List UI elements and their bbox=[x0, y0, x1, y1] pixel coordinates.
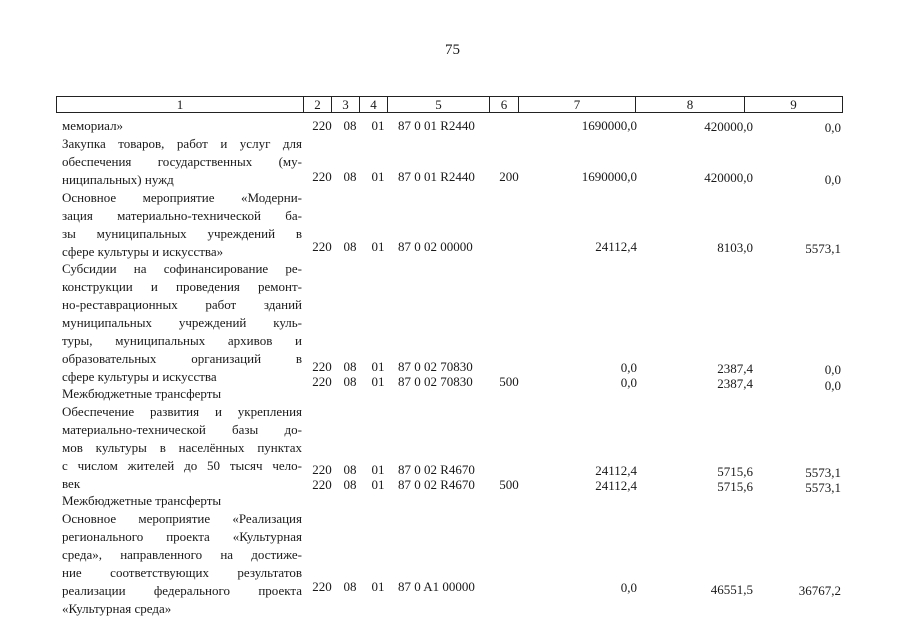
text-line: Межбюджетные трансферты bbox=[62, 386, 222, 401]
cell-col-7: 1690000,0 bbox=[581, 118, 637, 133]
cell-col-3: 08 bbox=[343, 579, 357, 594]
text-line: век bbox=[62, 476, 81, 491]
cell-col-2: 220 bbox=[312, 374, 332, 389]
cell-col-9: 5573,1 bbox=[805, 241, 841, 256]
header-col-6: 6 bbox=[490, 97, 519, 112]
cell-col-4: 01 bbox=[371, 239, 385, 254]
cell-col-3: 08 bbox=[343, 477, 357, 492]
cell-col-6: 500 bbox=[499, 374, 519, 389]
cell-col-9: 5573,1 bbox=[805, 480, 841, 495]
cell-col-4: 01 bbox=[371, 374, 385, 389]
cell-col-3: 08 bbox=[343, 374, 357, 389]
cell-col-9: 0,0 bbox=[824, 362, 841, 377]
text-line: муниципальных учреждений куль- bbox=[62, 315, 302, 330]
text-line: Закупка товаров, работ и услуг для bbox=[62, 136, 302, 151]
cell-col-8: 420000,0 bbox=[704, 119, 753, 134]
cell-col-5: 87 0 02 70830 bbox=[398, 359, 473, 374]
text-line: сфере культуры и искусства» bbox=[62, 244, 224, 259]
text-line: но-реставрационных работ зданий bbox=[62, 297, 302, 312]
cell-col-4: 01 bbox=[371, 169, 385, 184]
cell-col-7: 24112,4 bbox=[595, 478, 637, 493]
text-line: Основное мероприятие «Модерни- bbox=[62, 190, 302, 205]
cell-col-9: 0,0 bbox=[824, 172, 841, 187]
cell-col-7: 0,0 bbox=[620, 375, 637, 390]
text-line: с числом жителей до 50 тысяч чело- bbox=[62, 458, 302, 473]
text-line: Субсидии на софинансирование ре- bbox=[62, 261, 302, 276]
cell-col-8: 420000,0 bbox=[704, 170, 753, 185]
cell-col-9: 5573,1 bbox=[805, 465, 841, 480]
cell-col-3: 08 bbox=[343, 462, 357, 477]
cell-col-8: 2387,4 bbox=[717, 376, 753, 391]
cell-col-7: 1690000,0 bbox=[581, 169, 637, 184]
cell-col-4: 01 bbox=[371, 118, 385, 133]
cell-col-4: 01 bbox=[371, 462, 385, 477]
cell-col-4: 01 bbox=[371, 579, 385, 594]
cell-col-6: 500 bbox=[499, 477, 519, 492]
cell-col-2: 220 bbox=[312, 239, 332, 254]
page-number: 75 bbox=[445, 42, 460, 58]
cell-col-7: 0,0 bbox=[620, 360, 637, 375]
cell-col-3: 08 bbox=[343, 169, 357, 184]
cell-col-8: 5715,6 bbox=[717, 479, 753, 494]
cell-col-5: 87 0 02 R4670 bbox=[398, 477, 475, 492]
cell-col-5: 87 0 A1 00000 bbox=[398, 579, 475, 594]
cell-col-9: 0,0 bbox=[824, 378, 841, 393]
cell-col-3: 08 bbox=[343, 359, 357, 374]
cell-col-2: 220 bbox=[312, 477, 332, 492]
cell-col-5: 87 0 02 70830 bbox=[398, 374, 473, 389]
cell-col-3: 08 bbox=[343, 239, 357, 254]
text-line: конструкции и проведения ремонт- bbox=[62, 279, 302, 294]
cell-col-8: 46551,5 bbox=[710, 582, 753, 597]
cell-col-7: 24112,4 bbox=[595, 463, 637, 478]
cell-col-4: 01 bbox=[371, 359, 385, 374]
cell-col-5: 87 0 02 00000 bbox=[398, 239, 473, 254]
cell-col-9: 36767,2 bbox=[798, 583, 841, 598]
cell-col-8: 5715,6 bbox=[717, 464, 753, 479]
text-line: среда», направленного на достиже- bbox=[62, 547, 302, 562]
text-line: зы муниципальных учреждений в bbox=[62, 226, 302, 241]
cell-col-2: 220 bbox=[312, 118, 332, 133]
text-line: туры, муниципальных архивов и bbox=[62, 333, 302, 348]
cell-col-8: 2387,4 bbox=[717, 361, 753, 376]
cell-col-8: 8103,0 bbox=[717, 240, 753, 255]
cell-col-9: 0,0 bbox=[824, 120, 841, 135]
cell-col-2: 220 bbox=[312, 579, 332, 594]
text-line: реализации федерального проекта bbox=[62, 583, 302, 598]
text-line: материально-технической базы до- bbox=[62, 422, 302, 437]
text-line: Обеспечение развития и укрепления bbox=[62, 404, 302, 419]
text-line: ние соответствующих результатов bbox=[62, 565, 302, 580]
text-line: мов культуры в населённых пунктах bbox=[62, 440, 302, 455]
header-col-2: 2 bbox=[304, 97, 332, 112]
cell-col-5: 87 0 01 R2440 bbox=[398, 118, 475, 133]
header-col-5: 5 bbox=[388, 97, 490, 112]
text-line: зация материально-технической ба- bbox=[62, 208, 302, 223]
header-col-1: 1 bbox=[57, 97, 304, 112]
text-line: Основное мероприятие «Реализация bbox=[62, 511, 302, 526]
text-line: Межбюджетные трансферты bbox=[62, 493, 222, 508]
cell-col-2: 220 bbox=[312, 462, 332, 477]
text-line: образовательных организаций в bbox=[62, 351, 302, 366]
text-line: обеспечения государственных (му- bbox=[62, 154, 302, 169]
cell-col-6: 200 bbox=[499, 169, 519, 184]
text-line: мемориал» bbox=[62, 118, 124, 133]
cell-col-5: 87 0 02 R4670 bbox=[398, 462, 475, 477]
text-line: ниципальных) нужд bbox=[62, 172, 174, 187]
cell-col-7: 0,0 bbox=[620, 580, 637, 595]
cell-col-3: 08 bbox=[343, 118, 357, 133]
cell-col-2: 220 bbox=[312, 359, 332, 374]
header-col-9: 9 bbox=[790, 97, 797, 112]
table-header bbox=[56, 96, 843, 113]
cell-col-2: 220 bbox=[312, 169, 332, 184]
cell-col-7: 24112,4 bbox=[595, 239, 637, 254]
cell-col-4: 01 bbox=[371, 477, 385, 492]
text-line: «Культурная среда» bbox=[62, 601, 172, 616]
header-col-4: 4 bbox=[360, 97, 388, 112]
header-col-7: 7 bbox=[519, 97, 636, 112]
header-col-8: 8 bbox=[636, 97, 745, 112]
cell-col-5: 87 0 01 R2440 bbox=[398, 169, 475, 184]
header-col-3: 3 bbox=[332, 97, 360, 112]
text-line: сфере культуры и искусства bbox=[62, 369, 217, 384]
text-line: регионального проекта «Культурная bbox=[62, 529, 302, 544]
